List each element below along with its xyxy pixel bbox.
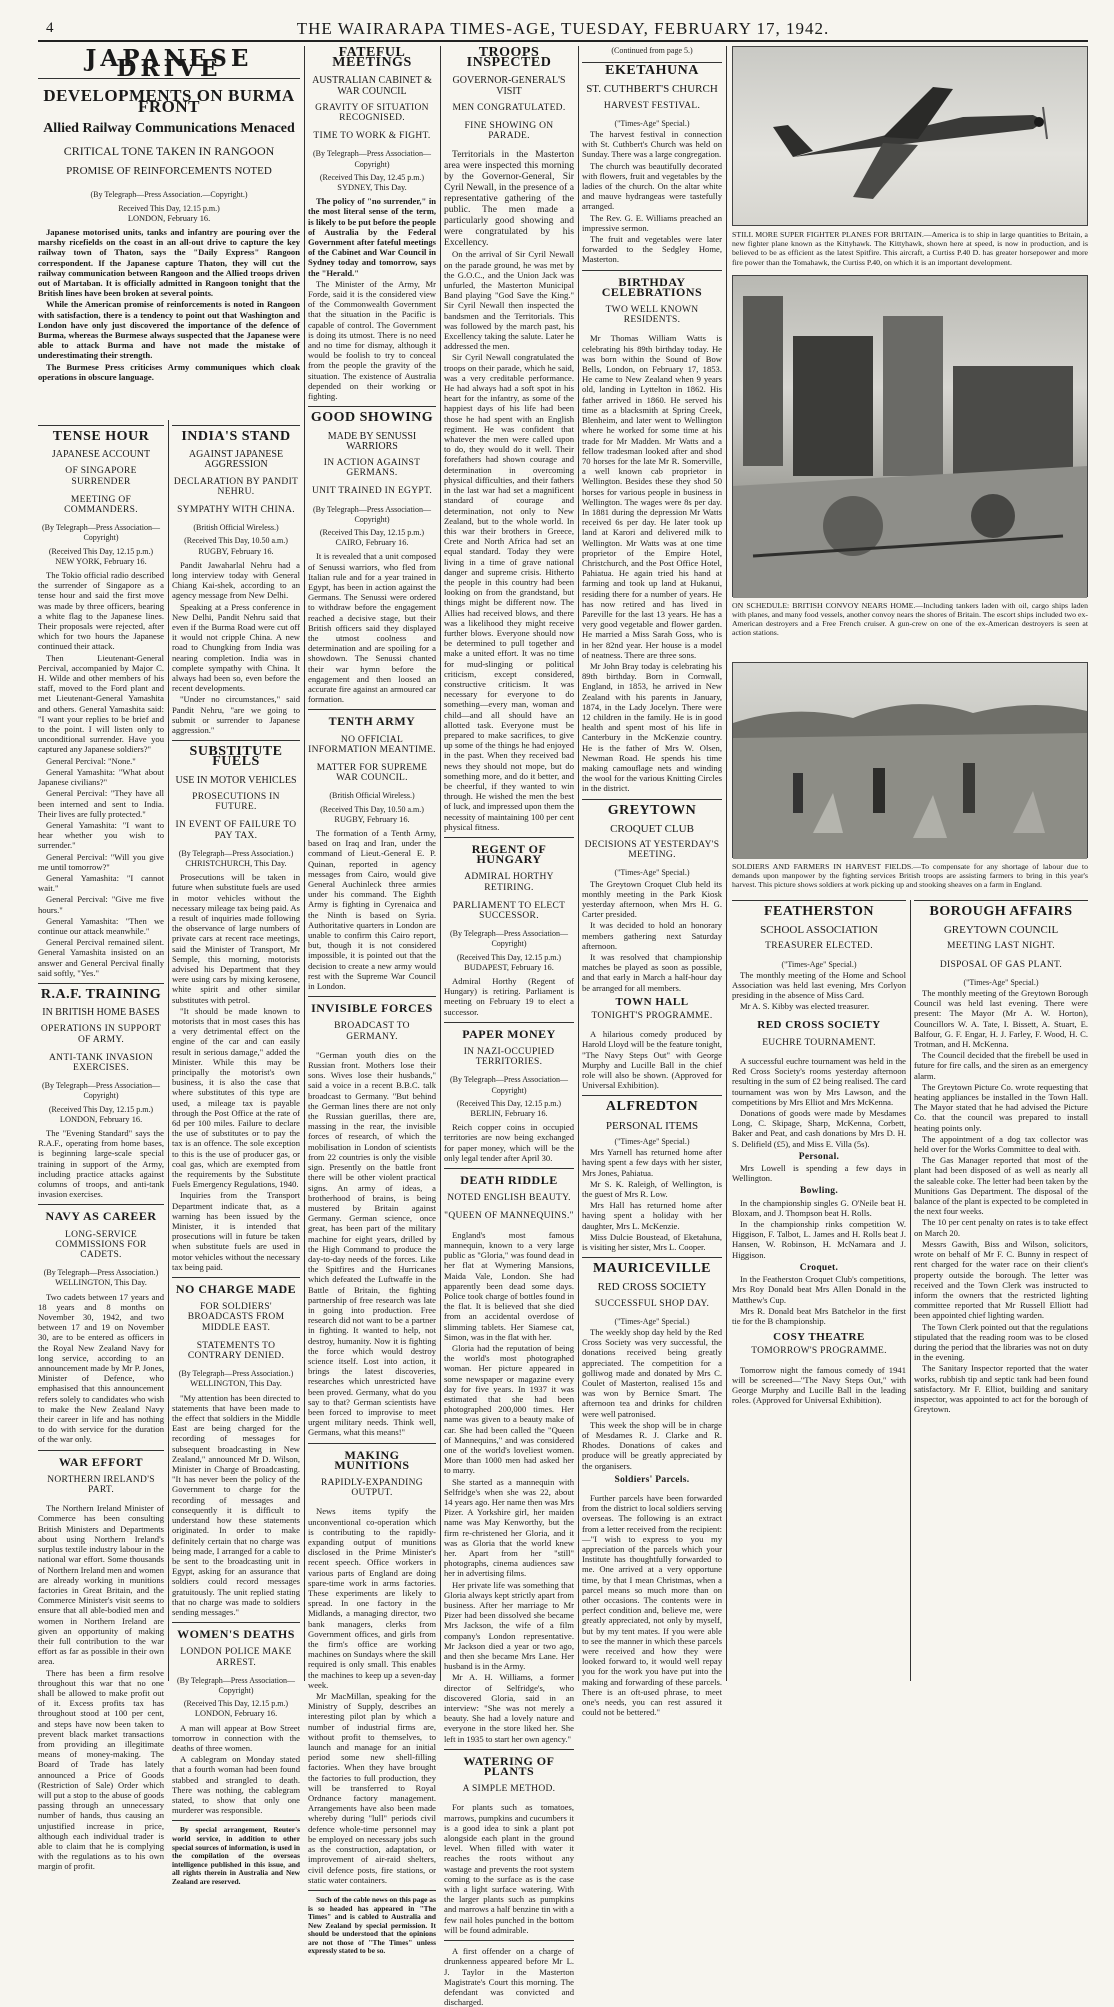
dateline: BERLIN, February 16. xyxy=(470,1109,548,1119)
paragraph: In the championship rinks competition W. Higgison, F. Talbot, L. James and H. Rolls beat J. Hansen, W. Robinson, H. McNamara and J. Higgison. xyxy=(732,1219,906,1260)
headline: SUBSTITUTE FUELS xyxy=(189,744,283,770)
paragraph: Tomorrow night the famous comedy of 1941 will be screened—"The Navy Steps Out," with George Murphy and Lucille Ball in the leading roles. (Approved for Universal Exhibition). xyxy=(732,1364,906,1406)
paragraph: Inquiries from the Transport Department indicate that, as a warning has been issued by the Minister, it is intended that prosecutions will in future be taken when substitute fuels are used in motor vehicles without the necessary tax being paid. xyxy=(172,1190,300,1272)
dateline: WELLINGTON, This Day. xyxy=(190,1379,282,1389)
paragraph: A successful euchre tournament was held in the Red Cross Society's rooms yesterday afternoon resulting in the sum of £2 being realised. The card tournament was won by Mrs Lawson, and the competitions by Mrs Elliot and Mrs McKenna. xyxy=(732,1056,906,1107)
byline: ("Times-Age" Special.) xyxy=(781,959,857,969)
deck: EUCHRE TOURNAMENT. xyxy=(762,1037,876,1048)
deck: DISPOSAL OF GAS PLANT. xyxy=(939,959,1063,970)
deck: RED CROSS SOCIETY xyxy=(597,1281,707,1294)
paragraph: Donations of goods were made by Mesdames Long, C. Skipage, Sharp, McKenna, Corbett, Baker and Peat, and cash donations by Mrs D. H. S. Delifield (£5), and Miss E. Villa (5s). xyxy=(732,1108,906,1149)
paragraph: For plants such as tomatoes, marrows, pumpkins and cucumbers it is a good idea to sink a plant pot alongside each plant in the ground level. When filled with water it reaches the roots without any wastage and prevents the root system coming to the surface as is the case with a light surface watering. With the larger plants such as pumpkins and marrows a half benzine tin with a few nail holes punched in the bottom will be found admirable. xyxy=(444,1802,574,1935)
headline: COSY THEATRE xyxy=(773,1331,865,1344)
deck: ST. CUTHBERT'S CHURCH xyxy=(586,83,718,96)
fighter-plane-photo xyxy=(732,46,1088,226)
byline: ("Times-Age" Special.) xyxy=(614,118,690,128)
byline: (By Telegraph—Press Association.) xyxy=(43,1268,159,1278)
byline: (By Telegraph—Press Association—Copyright) xyxy=(450,929,568,949)
harvest-photo xyxy=(732,662,1088,858)
column-6 xyxy=(732,900,906,1681)
received-time: (Received This Day, 12.15 p.m.) xyxy=(456,952,562,962)
headline: TOWN HALL xyxy=(615,995,689,1008)
paragraph: Mr A. H. Williams, a former director of Selfridge's, who discovered Gloria, said in an interview: "She was not merely a beauty. She had a lovely nature and everyone in the store liked her. She left in 1935 to start her own agency." xyxy=(444,1672,574,1744)
headline: R.A.F. TRAINING xyxy=(40,986,162,1002)
deck: GREYTOWN COUNCIL xyxy=(943,924,1059,937)
dateline: RUGBY, February 16. xyxy=(198,546,274,556)
paragraph: Mr MacMillan, speaking for the Ministry of Supply, describes an interesting pilot plan by which a number of industrial firms are, without profit to themselves, to launch and manage for an initial period some new shell-filling factories. When they have brought the factories to full production, they will be transferred to Royal Ordnance factory management. Arrangements have also been made whereby during "lull" periods civil defence whole-time personnel may be employed on necessary jobs such as the construction, adaptation, or improvement of air-raid shelters, civil defence posts, fire stations, or static water containers. xyxy=(308,1691,436,1885)
byline: ("Times-Age" Special.) xyxy=(614,1136,690,1146)
airplane-icon xyxy=(733,47,1087,227)
paragraph: England's most famous mannequin, known to a very large public as "Gloria," was found dead in her flat at Wymering Mansions, Maida Vale, London. She had apparently been dead some days. Police took charge of bottles found in the flat. It is believed that she died from an accidental overdose of slimming tablets. Her Siamese cat, Simon, was in the flat with her. xyxy=(444,1229,574,1342)
deck: PROSECUTIONS IN FUTURE. xyxy=(192,791,280,813)
subheadline: DEVELOPMENTS ON BURMA FRONT xyxy=(43,86,295,116)
byline: (By Telegraph—Press Association.) xyxy=(178,848,294,858)
paragraph: The harvest festival in connection with St. Cuthbert's Church was held on Sunday. There was a large congregation. xyxy=(582,129,722,160)
continued-note: (Continued from page 5.) xyxy=(611,46,693,55)
paragraph: The Greytown Croquet Club held its monthly meeting in the Park Kiosk yesterday afternoon, when Mrs H. G. Carter presided. xyxy=(582,878,722,920)
received-time: (Received This Day, 10.50 a.m.) xyxy=(184,536,288,546)
paragraph: She started as a mannequin with Selfridge's when she was 22, about 14 years ago. Her name then was Mrs Pizer. A Yorkshire girl, her maiden name was May Kenworthy, but the firm re-christened her Gloria, and it was as Gloria that the world knew her. Apart from her "still" photographs, cinema audiences saw her in advertising films. xyxy=(444,1476,574,1579)
headline: NAVY AS CAREER xyxy=(45,1209,157,1224)
paragraph: Pandit Jawaharlal Nehru had a long interview today with General Chiang Kai-shek, according to an agency message from New Delhi. xyxy=(172,559,300,601)
deck: DECLARATION BY PANDIT NEHRU. xyxy=(173,476,299,497)
paragraph: Mr Thomas William Watts is celebrating his 89th birthday today. He was born within the Sound of Bow Bells, London, on February 17, 1853. He came to New Zealand when 9 years old, landing in Lyttelton in 1862. His father arrived in 1860. He served his time as a blacksmith at Spring Creek, Blenheim, and later went to Wellington where he worked for some time at his trade for Mr Madden. Mr Watts and a fellow tradesman looked after and shod 70 horses for the late Mr R. Somerville, a well known cab proprietor in Wellington. Besides these they shod 50 horses for various people in business in Wellington. The wages were 8s per day. In 1881 during the depression Mr Watts received 6s per day. He later took up land at Karori and delivered milk to Wellington. Mr Watts was at one time proprietor of the Empire Hotel, Christchurch, and the Post Office Hotel, Pahiatua. He again tried his hand at farming and took up land at Hukanui, residing there for a number of years. He has now retired and has lived in Pareville for the last 13 years. He has a very good vegetable and flower garden. He married a Miss Sarah Goss, who is in her 82nd year. Her house is a model of neatness. There are three sons. xyxy=(582,333,722,660)
paragraph: The Burmese Press criticises Army communiques which cloak operations in obscure language. xyxy=(38,361,300,382)
paragraph: Sir Cyril Newall congratulated the troops on their parade, which he said, was a very creditable performance. He had always had a soft spot in his heart for the infantry, as some of the happiest days of his life had been those he had spent with an English regiment. He was confident that whatever the men were called upon to do, they would do it well. Their forefathers had shown courage and determination in overcoming physical difficulties, and their fathers in the last war had set a magnificent standard of courage and determination, not only to New Zealand, but to the whole world. In this war their brothers in Greece, Crete and North Africa had set an equal standard. Today they were living in a time of grave national danger and supreme crisis. Hitherto the people in this country had been looking on from the grandstand, but things might be different now. The Allies had received blows, and there was a likelihood they might receive further blows. Everyone should now be determined to pull together and make a united effort. It was no time for mud-slinging or political criticism, except considered, constructive criticism. It was necessary for everyone to do something—every man, woman and child—and all should have an allotted task. Everyone must be prepared to make sacrifices, to give up some of the things he had enjoyed in the past. When they received bad news they should not mope, but do something more, and do it better, and be cheerful, if they wanted to win through. He wished the men the best of luck, and impressed upon them the necessity of maintaining 100 per cent physical fitness. xyxy=(444,352,574,832)
deck: LONG-SERVICE COMMISSIONS FOR CADETS. xyxy=(55,1229,147,1261)
deck: PARLIAMENT TO ELECT SUCCESSOR. xyxy=(452,900,566,922)
headline: BOROUGH AFFAIRS xyxy=(929,904,1073,919)
paragraph: "German youth dies on the Russian front. Mothers lose their sons. Wives lose their husbands," said a voice in a recent B.B.C. talk broadcast to Germany. "But behind the German lines there are not only the Russian guerillas, there are, massing in the rear, the invisible forces of research, of which the mobilisation in London of scientists from 22 countries is only the visible sign. Presently on the battle front there will be other violent practical signs. An army of ideas, a brotherhood of brains, is being mustered by Britain against Germany. German science, once great, has been part of the military machine for eight years, drilled by the High Command to produce the day-to-day needs of the forces. Like the Spitfires and the Hurricanes which defeated the Luftwaffe in the Battle of Britain, the fighting partnership of free research was late in going into production. Free research did not want to be a partner in fighting. It wanted to help, not destroy, humanity. Now it is fighting the force which would destroy science itself. Lost into action, it brings the latest discoveries, researches which unrestricted have been proved. Germany, what do you say to that? German scientists have been forced to improvise to meet urgent military needs. Think well, Germans, what this means!" xyxy=(308,1049,436,1438)
byline: ("Times-Age" Special.) xyxy=(963,977,1039,987)
paragraph: Messrs Gawith, Biss and Wilson, solicitors, wrote on behalf of Mr F. C. Bunny in respect of rent charged for the water race on their client's property outside the borough. The letter was received and the Town Clerk was instructed to inform the owners that the restricted lighting committee reported that Mr Russell Elliott had been appointed chief lighting warden. xyxy=(914,1238,1088,1321)
received-time: Received This Day, 12.15 p.m.) xyxy=(118,203,220,213)
deck: SYMPATHY WITH CHINA. xyxy=(177,505,295,516)
headline: WATERING OF PLANTS xyxy=(463,1753,555,1779)
deck: MEETING OF COMMANDERS. xyxy=(64,494,138,516)
deck: SUCCESSFUL SHOP DAY. xyxy=(594,1298,710,1309)
paragraph: Prosecutions will be taken in future when substitute fuels are used in motor vehicles without the necessary mileage tax being paid. As a result of inquiries made following the observance of large numbers of private cars at recent race meetings, said the Minister of Transport, Mr Semple, this morning, motorists advised his Department that they were using cars by mixing kerosene, white spirit and other similar substitutes with petrol. xyxy=(172,872,300,1005)
paragraph: General Yamashita: "I want to hear whether you wish to surrender." xyxy=(38,819,164,851)
paragraph: In the championship singles G. O'Neile beat H. Bloxam, and J. Thompson beat H. Rolls. xyxy=(732,1197,906,1218)
byline: (By Telegraph—Press Association—Copyright) xyxy=(450,1075,568,1095)
deck: PERSONAL ITEMS xyxy=(605,1119,699,1132)
byline: ("Times-Age" Special.) xyxy=(614,868,690,878)
paragraph: News items typify the unconventional co-operation which is contributing to the rapidly-expanding output of munitions disclosed in the Prime Minister's recent speech. Office workers in various parts of England are doing spare-time work in arms factories. These experiments are likely to spread. In one factory in the Midlands, a managing director, two bank managers, clerks from Government offices, and girls from the firm's office are working machines on Sundays where the skill required is only small. This enables the machines to keep up a seven-day week. xyxy=(308,1506,436,1690)
byline: ("Times-Age" Special.) xyxy=(614,1316,690,1326)
paragraph: Mrs Hall has returned home after having spent a holiday with her daughter, Mrs L. McKenzie. xyxy=(582,1200,722,1231)
paragraph: It was decided to hold an honorary members gathering next Saturday afternoon. xyxy=(582,920,722,951)
deck: TREASURER ELECTED. xyxy=(765,941,873,952)
deck: NOTED ENGLISH BEAUTY. xyxy=(447,1193,571,1204)
subheading: Bowling. xyxy=(799,1186,839,1197)
paragraph: General Percival: "Give me five hours." xyxy=(38,894,164,915)
deck: NORTHERN IRELAND'S PART. xyxy=(47,1474,155,1496)
deck: RAPIDLY-EXPANDING OUTPUT. xyxy=(321,1477,423,1499)
deck: LONDON POLICE MAKE ARREST. xyxy=(180,1647,292,1668)
paragraph: The Gas Manager reported that most of the plant had been disposed of as well as nearly all the saleable coke. The letter had been taken by the Munitions Gas Department. The disposal of the balance of the plant is expected to be completed in the next four weeks. xyxy=(914,1155,1088,1217)
byline: (By Telegraph—Press Association—Copyright) xyxy=(313,504,431,524)
photo-column-lower xyxy=(732,662,1088,892)
paragraph: A man will appear at Bow Street tomorrow in connection with the deaths of three women. xyxy=(172,1722,300,1753)
paragraph: The weekly shop day held by the Red Cross Society was very successful, the donations received being greatly appreciated. The competition for a golliwog made and donated by Mrs C. Coulet of Masterton, realised 15s and was won by Bernice Smart. The afternoon tea and drinks for children were well patronised. xyxy=(582,1326,722,1419)
dateline: CHRISTCHURCH, This Day. xyxy=(185,858,287,868)
paragraph: The Tokio official radio described the surrender of Singapore as a tense hour and said the first move was made by three officers, bearing a white flag to the Japanese lines. Their proposals were rejected, after which for two hours the Japanese continued their attack. xyxy=(38,570,164,652)
deck: PROMISE OF REINFORCEMENTS NOTED xyxy=(66,165,272,178)
byline: (By Telegraph—Press Association.) xyxy=(178,1369,294,1379)
headline: JAPANESE DRIVE xyxy=(38,54,300,79)
page-number: 4 xyxy=(46,20,54,36)
deck: CRITICAL TONE TAKEN IN RANGOON xyxy=(63,144,275,159)
column-3 xyxy=(308,45,436,1956)
deck: JAPANESE ACCOUNT xyxy=(51,449,151,461)
paragraph: Her private life was something that Gloria always kept strictly apart from business. After her marriage to Mr Pizer had been dissolved she became Mrs Jackson, the wife of a film company's London representative. Mr Jackson died a year or two ago, and then she became Mrs Lane. Her husband is in the Army. xyxy=(444,1579,574,1672)
headline: FATEFUL MEETINGS xyxy=(332,45,412,71)
byline: (By Telegraph—Press Association—Copyright) xyxy=(42,1081,160,1101)
deck: IN EVENT OF FAILURE TO PAY TAX. xyxy=(175,820,297,841)
paragraph: The Rev. G. E. Williams preached an impressive sermon. xyxy=(582,212,722,233)
photo-caption: SOLDIERS AND FARMERS IN HARVEST FIELDS.—To compensate for any shortage of labour due to demands upon manpower by the fighting services British troops are assisting farmers to bring in this year's harvest. This picture shows soldiers at work picking up and stooking sheaves on a farm in England. xyxy=(732,862,1088,890)
paragraph: In the Featherston Croquet Club's competitions, Mrs Roy Donald beat Mrs Allen Donald in the Matthew's Cup. xyxy=(732,1274,906,1305)
byline: (By Telegraph—Press Association—Copyright) xyxy=(313,149,431,169)
harvest-field-icon xyxy=(733,663,1087,859)
dateline: WELLINGTON, This Day. xyxy=(55,1278,147,1288)
headline: TENSE HOUR xyxy=(52,429,150,444)
headline: INDIA'S STAND xyxy=(181,429,291,444)
deck: AUSTRALIAN CABINET & WAR COUNCIL xyxy=(312,75,432,97)
deck: FOR SOLDIERS' BROADCASTS FROM MIDDLE EAST. xyxy=(187,1302,285,1333)
deck: TWO WELL KNOWN RESIDENTS. xyxy=(605,305,699,326)
deck: A SIMPLE METHOD. xyxy=(462,1784,556,1795)
paragraph: The fruit and vegetables were later forwarded to the Sedgley Home, Masterton. xyxy=(582,234,722,265)
deck: TOMORROW'S PROGRAMME. xyxy=(751,1346,887,1357)
deck: IN BRITISH HOME BASES xyxy=(42,1007,160,1019)
paragraph: Mr John Bray today is celebrating his 89th birthday. Born in Cornwall, England, in 1853, he arrived in New Zealand with his parents in January, 1874, in the Lady Jocelyn. There were 12 children in the family. He is in good health and spent most of his life in Canterbury in the McKenzie country. He is the father of Mrs W. Olsen, Newman Road. He spends his time making camouflage nets and winding the wool for the various Knitting Circles in the district. xyxy=(582,660,722,794)
deck: MEETING LAST NIGHT. xyxy=(947,941,1055,952)
ship-deck-icon xyxy=(733,276,1087,598)
paragraph: The appointment of a dog tax collector was held over for the Works Committee to deal with. xyxy=(914,1133,1088,1155)
headline: REGENT OF HUNGARY xyxy=(471,842,547,867)
paragraph: The church was beautifully decorated with flowers, fruit and vegetables by the ladies of the church. On the altar white and mauve hydrangeas were tastefully arranged. xyxy=(582,160,722,212)
headline: DEATH RIDDLE xyxy=(460,1173,558,1188)
paragraph: Further parcels have been forwarded from the district to local soldiers serving overseas. The following is an extract from a letter received from the recipient:—"I wish to express to you my appreciation of the parcels which your Institute has thoughtfully forwarded to me. One arrived at a very opportune time, by that I mean Christmas, when a parcel means so much more than on other occasions. The contents were in perfect condition and, believe me, were greatly appreciated, not only by myself, but by my tent mates. If you were able to see the manner in which these parcels were received and how they were looked forward to, it would well repay you for the work you have put into the making and forwarding of these parcels. There is an oft-used phrase, to meet one's needs, you can rest assured it could not be bettered." xyxy=(582,1492,722,1718)
paragraph: Mrs Lowell is spending a few days in Wellington. xyxy=(732,1163,906,1184)
deck: USE IN MOTOR VEHICLES xyxy=(175,774,297,786)
deck: OPERATIONS IN SUPPORT OF ARMY. xyxy=(40,1024,162,1045)
deck: DECISIONS AT YESTERDAY'S MEETING. xyxy=(584,840,720,861)
paragraph: Japanese motorised units, tanks and infantry are pouring over the marshy ricefields on the coast in an all-out drive to capture the key railway town of Thaton, says the "Daily Express" Rangoon correspondent. If the Japanese capture Thaton, they will cut the railway communication between Rangoon and the Allied troops driven out of Martaban. It is officially admitted in Rangoon tonight that the British lines have been broken at several points. xyxy=(38,227,300,299)
byline: (By Telegraph—Press Association.—Copyright.) xyxy=(90,190,248,200)
paragraph: A cablegram on Monday stated that a fourth woman had been found stabbed and strangled to death. There was nothing, the cablegram stated, to show that only one murderer was responsible. xyxy=(172,1754,300,1816)
headline: RED CROSS SOCIETY xyxy=(757,1018,881,1031)
paragraph: Mr S. K. Raleigh, of Wellington, is the guest of Mrs R. Low. xyxy=(582,1178,722,1199)
deck: STATEMENTS TO CONTRARY DENIED. xyxy=(187,1340,285,1362)
byline: (British Official Wireless.) xyxy=(193,523,279,533)
deck: "QUEEN OF MANNEQUINS." xyxy=(444,1211,574,1222)
received-time: (Received This Day, 12.15 p.m.) xyxy=(319,527,425,537)
paragraph: It was resolved that championship matches be played as soon as possible, and that early in March a half-hour day be arranged for all members. xyxy=(582,952,722,993)
paragraph: General Yamashita: "I cannot wait." xyxy=(38,872,164,894)
photo-caption: ON SCHEDULE: BRITISH CONVOY NEARS HOME.—Including tankers laden with oil, cargo ships laden with planes, and many food vessels, another convoy nears the shores of Britain. The escort ships included two ex-American destroyers and a Free French cruiser. A gun-crew on one of the ex-American destroyers is seen at action stations. xyxy=(732,600,1088,638)
column-7 xyxy=(914,900,1088,1681)
received-time: (Received This Day, 10.50 a.m.) xyxy=(320,804,424,814)
byline: (British Official Wireless.) xyxy=(329,791,415,801)
paragraph: There has been a firm resolve throughout this war that no one shall be allowed to make profit out of it. Excess profits tax has throughout stood at 100 per cent, and steps have now been taken to prevent black market transactions from providing an illegitimate means of money-making. The Board of Trade has lately announced a Price of Goods (Restriction of Sale) Order which will put a stop to the abuse of goods passing through an unnecessary number of hands, thus causing an unjustified increase in price, although each individual trader is able to claim that he is complying with the regulations as to his own margin of profit. xyxy=(38,1667,164,1872)
column-2 xyxy=(172,420,300,1886)
paragraph: General Yamashita: "What about Japanese civilians?" xyxy=(38,766,164,788)
received-time: (Received This Day, 12.15 p.m.) xyxy=(48,546,154,556)
deck: GOVERNOR-GENERAL'S VISIT xyxy=(452,75,566,97)
paragraph: The Greytown Picture Co. wrote requesting that heating appliances be installed in the Town Hall. The Mayor stated that he had advised the Picture Co. that the council was prepared to install heating points only. xyxy=(914,1081,1088,1133)
paragraph: Mr A. S. Kibby was elected treasurer. xyxy=(740,1001,870,1012)
subheading: Soldiers' Parcels. xyxy=(614,1474,690,1485)
paragraph: The monthly meeting of the Greytown Borough Council was held last evening. There were present: The Mayor (Mr A. W. Horton), Councillors W. A. Tate, I. Bissett, A. Stuart, E. Balfour, G. F. Engar, H. J. Farley, F. Wood, H. C. Trotman, and H. McKenna. xyxy=(914,988,1088,1050)
deck: BROADCAST TO GERMANY. xyxy=(334,1021,410,1042)
japanese-drive-story xyxy=(38,46,300,414)
paragraph: General Percival: "They have all been interned and sent to India. Their lives are fully protected." xyxy=(38,788,164,819)
byline: (By Telegraph—Press Association—Copyright) xyxy=(177,1675,295,1695)
footnote: Such of the cable news on this page as is so headed has appeared in "The Times" and is cabled to Australia and New Zealand by special permission. It should be understood that the opinions are not those of "The Times" unless expressly stated to be so. xyxy=(308,1894,436,1956)
deck: OF SINGAPORE SURRENDER xyxy=(65,466,137,487)
deck: TIME TO WORK & FIGHT. xyxy=(313,131,431,142)
headline: TROOPS INSPECTED xyxy=(466,45,552,71)
deck: CROQUET CLUB xyxy=(610,822,694,835)
paragraph: Mrs R. Donald beat Mrs Batchelor in the first tie for the B championship. xyxy=(732,1305,906,1326)
paragraph: General Percival remained silent. General Yamashita insisted on an answer and General Percival finally said softly, "Yes." xyxy=(38,937,164,978)
photo-column xyxy=(732,46,1088,652)
deck: FINE SHOWING ON PARADE. xyxy=(464,121,554,142)
paragraph: While the American promise of reinforcements is noted in Rangoon with satisfaction, there is a tendency to point out that Washington and London have only just discovered the importance of the defence of Burma, whereas the Burmese always suspected that the Japanese were able to attack Burma and have not made the mistake of underestimating their strength. xyxy=(38,299,300,361)
paragraph: Then Lieutenant-General Percival, accompanied by Major C. H. Wilde and other members of his staff, moved to the Ford plant and met Lieutenant-General Yamashita and others. General Yamashita said: "I want your replies to be brief and to the point. I will listen only to unconditional surrender. Have you captured any Japanese soldiers?" xyxy=(38,652,164,755)
paragraph: "Under no circumstances," said Pandit Nehru, "are we going to submit or surrender to Japanese aggression." xyxy=(172,694,300,736)
paragraph: Two cadets between 17 years and 18 years and 8 months on November 30, 1942, and two between 17 and 19 on November 30, are to be entered as officers in the Royal New Zealand Navy for long service, according to an announcement made by Mr P. Jones, Minister of Defence, who emphasised that this announcement refers solely to candidates who wish to make the New Zealand Navy their career in life and has nothing to do with service for the duration of the war only. xyxy=(38,1291,164,1445)
headline: GREYTOWN xyxy=(607,802,697,818)
paragraph: The policy of "no surrender," in the most literal sense of the term, is likely to be put before the people of Australia by the Federal Government after fateful meetings of the Cabinet and War Council in Sydney today and tomorrow, says the "Herald." xyxy=(308,196,436,278)
headline: NO CHARGE MADE xyxy=(175,1282,297,1297)
deck: MADE BY SENUSSI WARRIORS xyxy=(327,430,417,452)
headline: TENTH ARMY xyxy=(328,714,416,729)
dateline: SYDNEY, This Day. xyxy=(337,183,407,193)
column-4 xyxy=(444,45,574,2007)
headline: FEATHERSTON xyxy=(763,904,874,919)
paragraph: Gloria had the reputation of being the world's most photographed woman. Her picture appeared in some newspaper or magazine every day for five years. In 1937 it was estimated that she had been photographed 200,000 times. Her name was given to a beauty make of car. She had been called the "Queen of Mannequins," and was considered one of the world's loveliest women. More than 1000 men had asked her to marry. xyxy=(444,1342,574,1476)
dateline: LONDON, February 16. xyxy=(127,213,211,223)
paragraph: "My attention has been directed to statements that have been made to the effect that soldiers in the Middle East are being charged for the recording of messages for subsequent broadcasting in New Zealand," announced Mr D. Wilson, Minister in Charge of Broadcasting. "It has never been the policy of the Government to charge for the recording of messages and consequently it is difficult to understand how these statements originated. In order to make definitely certain that no charge was being made, I arranged for a cable to be sent to the broadcasting unit in Egypt, asking for an assurance that soldiers could record messages gratuitously. The unit replied stating that no charge was made to soldiers sending messages." xyxy=(172,1392,300,1617)
paragraph: The 10 per cent penalty on rates is to take effect on March 20. xyxy=(914,1217,1088,1238)
subheading: Croquet. xyxy=(799,1262,839,1273)
deck: NO OFFICIAL INFORMATION MEANTIME. xyxy=(308,734,436,755)
deck: AGAINST JAPANESE AGGRESSION xyxy=(188,449,284,471)
headline: BIRTHDAY CELEBRATIONS xyxy=(601,274,703,299)
dateline: NEW YORK, February 16. xyxy=(55,556,147,566)
paragraph: The Town Clerk pointed out that the regulations stipulated that the reading room was to be closed during the period that the libraries was not on duty in the evening. xyxy=(914,1321,1088,1363)
deck: IN ACTION AGAINST GERMANS. xyxy=(323,457,421,479)
received-time: (Received This Day, 12.45 p.m.) xyxy=(319,172,425,182)
headline: MAURICEVILLE xyxy=(592,1261,711,1277)
dateline: RUGBY, February 16. xyxy=(334,814,410,824)
column-1 xyxy=(38,420,164,1872)
paragraph: Reich copper coins in occupied territories are now being exchanged for paper money, which will be the only legal tender after April 30. xyxy=(444,1122,574,1163)
photo-caption: STILL MORE SUPER FIGHTER PLANES FOR BRITAIN.—America is to ship in large quantities to Britain, a new fighter plane known as the Kittyhawk. The Kittyhawk, shown here at speed, is now in production, and is believed to be as efficient as the latest Spitfire. This aircraft, a Curtiss P.40 D. has greater horsepower and more fire power than the Tomahawk, the Curtiss P.40, on which it is an important development. xyxy=(732,230,1088,267)
masthead xyxy=(38,18,1088,42)
paragraph: Mrs Yarnell has returned home after having spent a few days with her sister, Mrs Jones, Pahiatua. xyxy=(582,1147,722,1178)
column-5 xyxy=(582,46,722,1718)
deck: ANTI-TANK INVASION EXERCISES. xyxy=(49,1052,153,1073)
dateline: LONDON, February 16. xyxy=(194,1709,278,1719)
dateline: LONDON, February 16. xyxy=(59,1114,143,1124)
paragraph: General Yamashita: "Then we continue our attack meanwhile." xyxy=(38,915,164,936)
dateline: BUDAPEST, February 16. xyxy=(464,962,554,972)
paragraph: The Sanitary Inspector reported that the water works, rubbish tip and septic tank had been found satisfactory. Mr F. Elliot, building and sanitary inspector, was appointed to act for the borough of Greytown. xyxy=(914,1363,1088,1415)
paragraph: "It should be made known to motorists that in most cases this has a very detrimental effect on the engine of the car and can easily result in serious damage," added the Minister. While this may be principally the motorist's own business, it is also the case that where substitutes of this type are used, a mileage tax is payable through the Post Office at the rate of 6d per 100 miles. Failure to declare the use of substitutes or to pay the tax is an offence. The sole exception to this is the use of producer gas, or coal gas, which are exempted from the requirements by the Substitute Fuels Emergency Regulations, 1940. xyxy=(172,1005,300,1190)
headline: WOMEN'S DEATHS xyxy=(177,1627,295,1642)
deck: MATTER FOR SUPREME WAR COUNCIL. xyxy=(316,762,428,784)
deck: ADMIRAL HORTHY RETIRING. xyxy=(464,872,554,893)
subheading: Personal. xyxy=(798,1151,840,1162)
headline: MAKING MUNITIONS xyxy=(334,1447,410,1472)
paragraph: Speaking at a Press conference in New Delhi, Pandit Nehru said that even if the Burma Road were cut off it would not cripple China. A new road to Chungking from India was nearing completion. India was in complete sympathy with China. It always had been so, even before the recent developments. xyxy=(172,601,300,694)
paragraph: This week the shop will be in charge of Mesdames R. J. Clarke and R. Rhodes. Donations of cakes and produce will be greatly appreciated by the organisers. xyxy=(582,1419,722,1471)
headline: ALFREDTON xyxy=(605,1099,699,1115)
headline: EKETAHUNA xyxy=(582,62,722,76)
deck: MEN CONGRATULATED. xyxy=(452,102,566,113)
deck: UNIT TRAINED IN EGYPT. xyxy=(311,486,433,497)
headline: INVISIBLE FORCES xyxy=(311,1001,433,1016)
headline: WAR EFFORT xyxy=(58,1454,144,1469)
paragraph: The Council decided that the firebell be used in future for fire calls, and the siren as an emergency alarm. xyxy=(914,1050,1088,1081)
convoy-photo xyxy=(732,275,1088,597)
paragraph: Territorials in the Masterton area were inspected this morning by the Governor-General, Sir Cyril Newall, in the presence of a representative gathering of the public. The men made a particularly good showing and were congratulated by his Excellency. xyxy=(444,149,574,249)
headline: GOOD SHOWING xyxy=(310,410,434,426)
byline: (By Telegraph—Press Association—Copyright) xyxy=(42,523,160,543)
headline: PAPER MONEY xyxy=(462,1026,556,1041)
paragraph: Admiral Horthy (Regent of Hungary) is retiring. Parliament is meeting on February 19 to elect a successor. xyxy=(444,976,574,1017)
paragraph: The "Evening Standard" says the R.A.F., operating from home bases, is beginning large-scale special training in support of the Army, including practice attacks against columns of troops, and anti-tank invasion exercises. xyxy=(38,1127,164,1200)
paragraph: The formation of a Tenth Army, based on Iraq and Iran, under the command of Lieut.-General E. P. Quinan, reported in agency messages from Cairo, would give General Auchinleck three armies under his command. The Eighth Army is fighting in Cyrenaica and the Ninth is based on Syria. Authoritative quarters in London are unable to confirm this Cairo report, but, though it is not considered impossible, it is pointed out that the decision to create a new army would rest with the Supreme War Council in London. xyxy=(308,828,436,992)
deck: TONIGHT'S PROGRAMME. xyxy=(591,1011,713,1022)
paragraph: The Northern Ireland Minister of Commerce has been consulting British Ministers and Departments about using Northern Ireland's surplus textile industry labour in the national war effort. Some thousands of Northern Ireland men and women are already working in munitions factories in Great Britain, and the Commerce Minister's visit seems to ensure that all able-bodied men and women in Northern Ireland are given an opportunity of making their full contribution to the war effort as far as possible in their own area. xyxy=(38,1503,164,1667)
paragraph: General Percival: "Will you give me until tomorrow?" xyxy=(38,851,164,872)
received-time: (Received This Day, 12.15 p.m.) xyxy=(183,1699,289,1709)
deck: GRAVITY OF SITUATION RECOGNISED. xyxy=(315,102,429,124)
paragraph: The monthly meeting of the Home and School Association was held last evening, Mrs Corlyon presiding in the absence of Miss Card. xyxy=(732,969,906,1001)
deck: HARVEST FESTIVAL. xyxy=(603,100,701,111)
paragraph: The Minister of the Army, Mr Forde, said it is the considered view of the Commonwealth Government that the situation in the Pacific is capable of control. The Government is doing its utmost. There is no need and no time for dismay, although it would be foolish to try to conceal from the people the gravity of the situation. The existence of Australia depended on their working or fighting. xyxy=(308,278,436,402)
paragraph: Miss Dulcie Boustead, of Eketahuna, is visiting her sister, Mrs L. Cooper. xyxy=(582,1231,722,1252)
paragraph: A hilarious comedy produced by Harold Lloyd will be the feature tonight, "The Navy Steps Out" with George Murphy and Lucille Ball in the chief role will also be shown. (Approved for Universal Exhibition). xyxy=(582,1029,722,1091)
deck: IN NAZI-OCCUPIED TERRITORIES. xyxy=(463,1047,555,1068)
paragraph: A first offender on a charge of drunkenness appeared before Mr L. J. Taylor in the Masterton Magistrate's Court this morning. The defendant was convicted and discharged. xyxy=(444,1946,574,2007)
deck: SCHOOL ASSOCIATION xyxy=(760,924,878,937)
deck: Allied Railway Communications Menaced xyxy=(43,120,295,136)
received-time: (Received This Day, 12.15 p.m.) xyxy=(48,1104,154,1114)
dateline: CAIRO, February 16. xyxy=(335,538,409,548)
paragraph: General Percival: "None." xyxy=(46,755,136,766)
footnote: By special arrangement, Reuter's world service, in addition to other special sources of information, is used in the compilation of the overseas intelligence published in this issue, and all rights therein in Australia and New Zealand are reserved. xyxy=(172,1825,300,1886)
paragraph: On the arrival of Sir Cyril Newall on the parade ground, he was met by the G.O.C., and the Union Jack was unfurled, the Masterton Municipal Band playing "God Save the King." Sir Cyril Newall then inspected the bandsmen and the Territorials. This was followed by the march past, his Excellency taking the salute. Later he addressed the men. xyxy=(444,249,574,352)
newspaper-title: THE WAIRARAPA TIMES-AGE, TUESDAY, FEBRUARY 17, 1942. xyxy=(296,19,830,38)
paragraph: It is revealed that a unit composed of Senussi warriors, who fled from Italian rule and for a year trained in Egypt, has been in action against the Germans. The Senussi were ordered to withdraw before the engagement reached a decisive stage, but their British officers said they displayed the utmost coolness and determination and are spoiling for a showdown. The Senussi chanted their war hymn before the engagement and then loosed an accurate fire against an armoured car formation. xyxy=(308,551,436,705)
received-time: (Received This Day, 12.15 p.m.) xyxy=(456,1098,562,1108)
